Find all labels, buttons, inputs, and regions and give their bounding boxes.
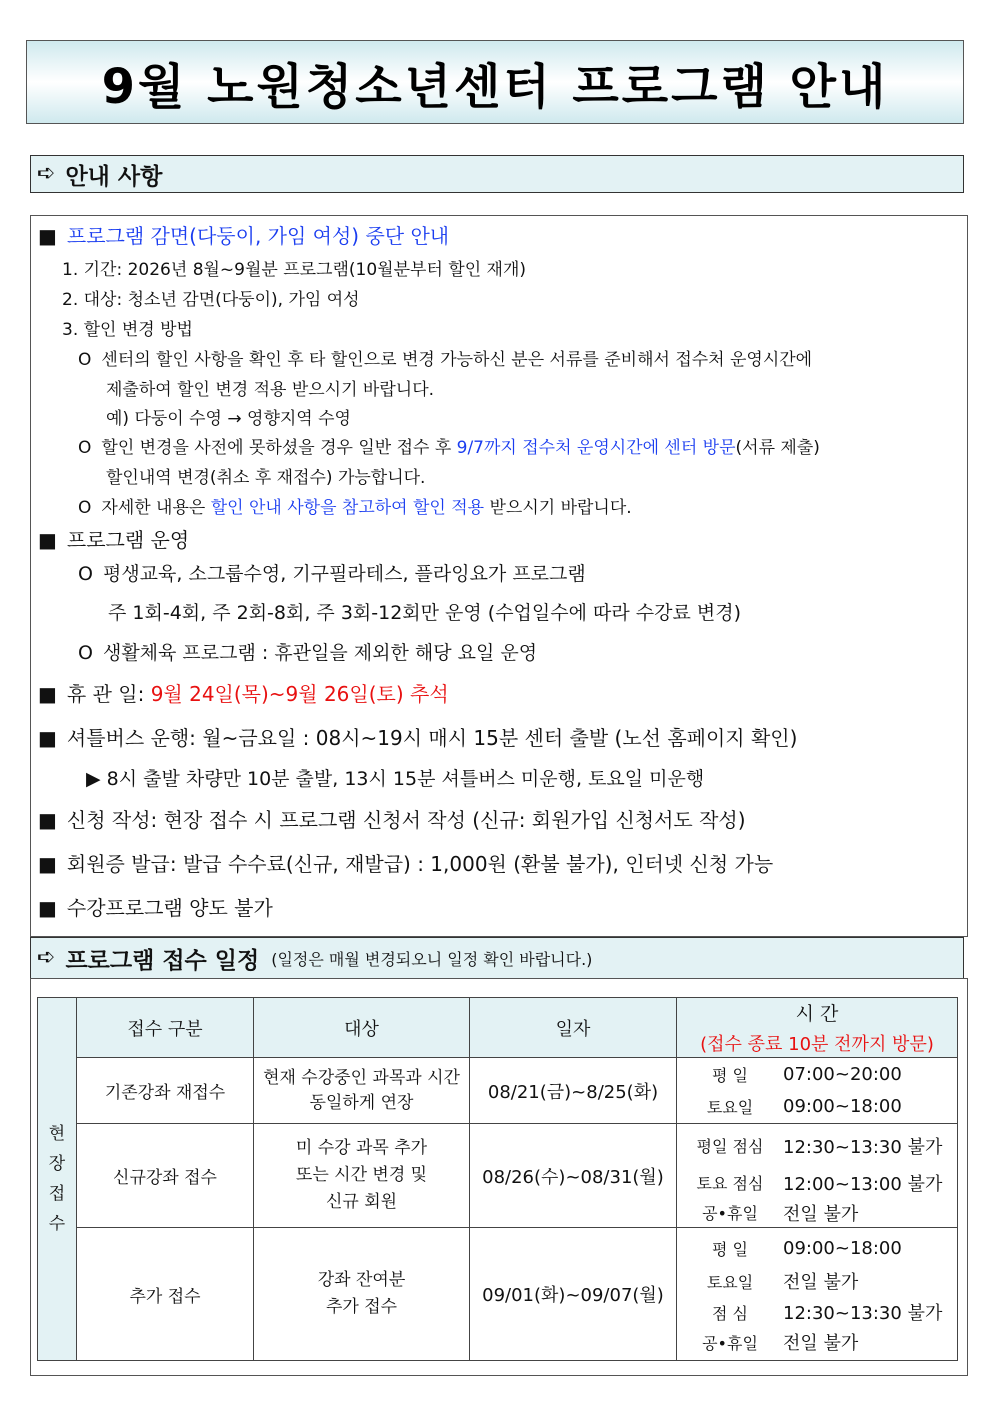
time-line: 평일 점심 12:30~13:30 불가 <box>696 1136 943 1158</box>
page-title: 9월 노원청소년센터 프로그램 안내 <box>101 58 889 115</box>
side-label-cell <box>38 998 77 1361</box>
header-time <box>677 998 958 1058</box>
section-note: (일정은 매월 변경되오니 일정 확인 바랍니다.) <box>271 949 593 969</box>
header-date: 일자 <box>470 998 677 1058</box>
cell-type: 신규강좌 접수 <box>77 1124 254 1228</box>
header-target: 대상 <box>254 998 470 1058</box>
arrow-right-icon: ➪ <box>37 161 56 186</box>
side-char: 현 <box>48 1124 66 1144</box>
table-row <box>38 1228 958 1361</box>
cell-target: 강좌 잔여분 추가 접수 <box>254 1228 470 1361</box>
cell-time <box>677 1228 958 1361</box>
side-char: 수 <box>48 1214 66 1234</box>
cell-target: 미 수강 과목 추가 또는 시간 변경 및 신규 회원 <box>254 1124 470 1228</box>
time-line: 공•휴일 전일 불가 <box>702 1203 859 1225</box>
program-bullet-1: O 평생교육, 소그룹수영, 기구필라테스, 플라잉요가 프로그램 <box>78 563 586 585</box>
section-title: 안내 사항 <box>65 163 163 190</box>
program-heading: ■ 프로그램 운영 <box>38 528 190 552</box>
shuttle-sub: ▶ 8시 출발 차량만 10분 출발, 13시 15분 셔틀버스 미운행, 토요일 미운행 <box>86 768 705 790</box>
square-bullet-icon: ■ <box>38 224 57 248</box>
side-label <box>38 1119 76 1239</box>
cell-date: 09/01(화)~09/07(월) <box>470 1228 677 1361</box>
square-bullet-icon: ■ <box>38 726 57 750</box>
cell-time <box>677 1124 958 1228</box>
time-line: 평 일 07:00~20:00 <box>712 1064 902 1085</box>
cell-type: 기존강좌 재접수 <box>77 1058 254 1124</box>
header-type: 접수 구분 <box>77 998 254 1058</box>
table-header-row <box>38 998 958 1058</box>
notice-item-target: 2. 대상: 청소년 감면(다둥이), 가임 여성 <box>62 290 360 310</box>
circle-bullet-icon: O <box>78 642 93 664</box>
cell-time <box>677 1058 958 1124</box>
card-line: ■ 회원증 발급: 발급 수수료(신규, 재발급) : 1,000원 (환불 불가), 인터넷 신청 가능 <box>38 852 774 876</box>
circle-bullet-icon: O <box>78 498 92 518</box>
time-line: 점 심 12:30~13:30 불가 <box>712 1303 943 1324</box>
square-bullet-icon: ■ <box>38 808 57 832</box>
notice-bullet-1: O 센터의 할인 사항을 확인 후 타 할인으로 변경 가능하신 분은 서류를 준비해서 접수처 운영시간에 <box>78 350 813 370</box>
table-row <box>38 1124 958 1228</box>
arrow-right-icon: ➪ <box>37 945 56 970</box>
time-line: 평 일 09:00~18:00 <box>712 1237 902 1259</box>
square-bullet-icon: ■ <box>38 852 57 876</box>
side-char: 장 <box>48 1154 66 1174</box>
notice-bullet-1-example: 예) 다둥이 수영 → 영향지역 수영 <box>106 409 351 429</box>
notice-bullet-2: O 할인 변경을 사전에 못하셨을 경우 일반 접수 후 9/7까지 접수처 운영시간에 센터 방문(서류 제출) <box>78 438 820 458</box>
square-bullet-icon: ■ <box>38 682 57 706</box>
circle-bullet-icon: O <box>78 563 93 585</box>
notice-item-period: 1. 기간: 2026년 8월~9월분 프로그램(10월분부터 할인 재개) <box>62 260 527 280</box>
section-header-notice <box>30 155 964 193</box>
shuttle-line: ■ 셔틀버스 운행: 월~금요일 : 08시~19시 매시 15분 센터 출발 (노선 홈페이지 확인) <box>38 726 798 750</box>
header-time-label: 시 간 <box>795 1003 839 1025</box>
cell-date: 08/21(금)~8/25(화) <box>470 1058 677 1124</box>
holiday-line: ■ 휴 관 일: 9월 24일(목)~9월 26일(토) 추석 <box>38 682 449 706</box>
table-row <box>38 1058 958 1124</box>
title-banner <box>26 40 964 124</box>
cell-target: 현재 수강중인 과목과 시간 동일하게 연장 <box>254 1058 470 1124</box>
time-line: 토요일 09:00~18:00 <box>706 1096 902 1117</box>
notice-bullet-3: O 자세한 내용은 할인 안내 사항을 참고하여 할인 적용 받으시기 바랍니다. <box>78 498 632 518</box>
time-line: 토요일 전일 불가 <box>706 1272 859 1293</box>
notice-heading: ■ 프로그램 감면(다둥이, 가임 여성) 중단 안내 <box>38 224 450 248</box>
circle-bullet-icon: O <box>78 438 92 458</box>
program-bullet-2: O 생활체육 프로그램 : 휴관일을 제외한 해당 요일 운영 <box>78 642 538 664</box>
cell-date: 08/26(수)~08/31(월) <box>470 1124 677 1228</box>
time-line: 공•휴일 전일 불가 <box>702 1333 859 1354</box>
schedule-table <box>37 997 958 1361</box>
circle-bullet-icon: O <box>78 350 92 370</box>
notice-bullet-2-line2: 할인내역 변경(취소 후 재접수) 가능합니다. <box>106 468 426 488</box>
notice-item-method: 3. 할인 변경 방법 <box>62 320 193 340</box>
notice-bullet-1-line2: 제출하여 할인 변경 적용 받으시기 바랍니다. <box>106 380 435 400</box>
square-bullet-icon: ■ <box>38 528 57 552</box>
side-char: 접 <box>48 1184 66 1204</box>
program-bullet-1-sub: 주 1회-4회, 주 2회-8회, 주 3회-12회만 운영 (수업일수에 따라 수강료 변경) <box>108 602 741 624</box>
apply-line: ■ 신청 작성: 현장 접수 시 프로그램 신청서 작성 (신규: 회원가입 신청서도 작성) <box>38 808 746 832</box>
time-line: 토요 점심 12:00~13:00 불가 <box>696 1173 943 1195</box>
square-bullet-icon: ■ <box>38 896 57 920</box>
header-time-note: (접수 종료 10분 전까지 방문) <box>700 1034 934 1055</box>
transfer-line: ■ 수강프로그램 양도 불가 <box>38 896 273 920</box>
section-header-schedule <box>30 937 964 979</box>
section-title: 프로그램 접수 일정 <box>65 947 260 974</box>
cell-type: 추가 접수 <box>77 1228 254 1361</box>
